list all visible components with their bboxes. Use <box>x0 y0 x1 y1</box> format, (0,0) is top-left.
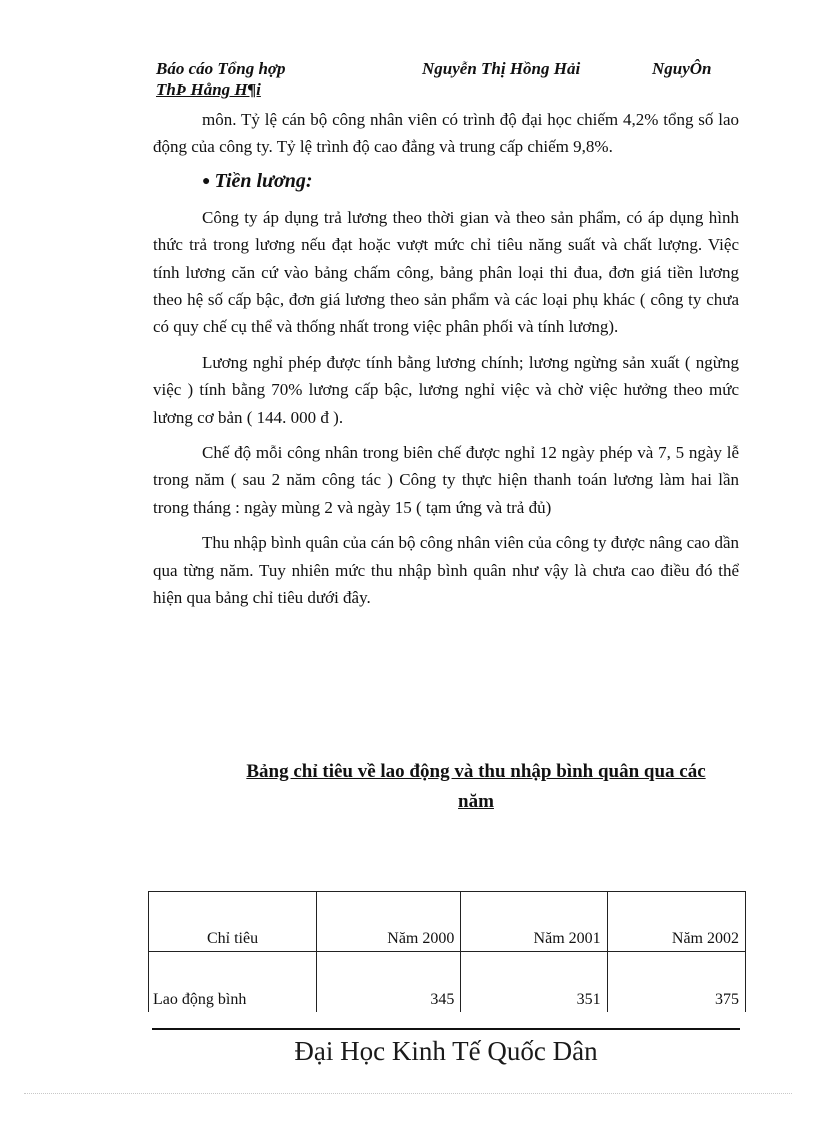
paragraph-education-ratio: môn. Tỷ lệ cán bộ công nhân viên có trình độ đại học chiếm 4,2% tổng số lao động của công ty. Tỷ lệ trình độ cao đẳng và trung cấp chiếm 9,8%. <box>153 110 739 157</box>
table-cell-2002: 375 <box>607 952 745 1012</box>
header-author-garbled-rest: ThÞ Hång H¶i <box>156 80 261 99</box>
table-header-year-2001: Năm 2001 <box>461 892 607 952</box>
indicator-table <box>148 891 746 1012</box>
paragraph-leave-days: Chế độ mỗi công nhân trong biên chế được nghỉ 12 ngày phép và 7, 5 ngày lễ trong năm ( sau 2 năm công tác ) Công ty thực hiện thanh toán lương làm hai lần trong tháng : ngày mùng 2 và ngày 15 ( tạm ứng và trả đủ) <box>153 443 739 517</box>
footer-divider <box>152 1028 740 1030</box>
header-report-title: Báo cáo Tổng hợp <box>156 59 286 78</box>
header-author: Nguyễn Thị Hồng Hải <box>422 59 581 78</box>
page-bottom-dotted-edge <box>24 1093 792 1094</box>
table-title <box>186 757 766 817</box>
table-title-line-2: năm <box>458 791 494 812</box>
table-row <box>149 952 746 1012</box>
paragraph-salary-method: Công ty áp dụng trả lương theo thời gian và theo sản phẩm, có áp dụng hình thức trả trong lương nếu đạt hoặc vượt mức chỉ tiêu năng suất và chất lượng. Việc tính lương căn cứ vào bảng chấm công, bảng phân loại thi đua, đơn giá tiền lương theo hệ số cấp bậc, đơn giá lương theo sản phẩm và các loại phụ khác ( công ty chưa có quy chế cụ thể và thống nhất trong việc phân phối và tính lương). <box>153 207 739 337</box>
paragraph-leave-pay: Lương nghỉ phép được tính bằng lương chính; lương ngừng sản xuất ( ngừng việc ) tính bằng 70% lương cấp bậc, lương nghỉ việc và chờ việc hưởng theo mức lương cơ bản ( 144. 000 đ ). <box>153 352 739 427</box>
table-header-indicator: Chỉ tiêu <box>149 892 317 952</box>
footer-university-name: Đại Học Kinh Tế Quốc Dân <box>294 1036 598 1066</box>
page-header <box>156 59 728 81</box>
section-heading-text: Tiền lương: <box>214 169 313 192</box>
table-header-year-2000: Năm 2000 <box>317 892 461 952</box>
body-text <box>153 106 739 612</box>
table-header-year-2002: Năm 2002 <box>607 892 745 952</box>
header-author-garbled-first: NguyÔn <box>652 59 712 78</box>
table-cell-label: Lao động bình <box>149 952 317 1012</box>
table-cell-2001: 351 <box>461 952 607 1012</box>
table-header-row <box>149 892 746 952</box>
bullet-icon: ● <box>202 173 211 189</box>
table-cell-2000: 345 <box>317 952 461 1012</box>
paragraph-average-income: Thu nhập bình quân của cán bộ công nhân viên của công ty được nâng cao dần qua từng năm. Tuy nhiên mức thu nhập bình quân như vậy là chưa cao điều đó thể hiện qua bảng chỉ tiêu dưới đây. <box>153 533 739 608</box>
table-title-line-1: Bảng chỉ tiêu về lao động và thu nhập bình quân qua các <box>246 761 706 782</box>
section-heading-salary <box>153 167 739 196</box>
